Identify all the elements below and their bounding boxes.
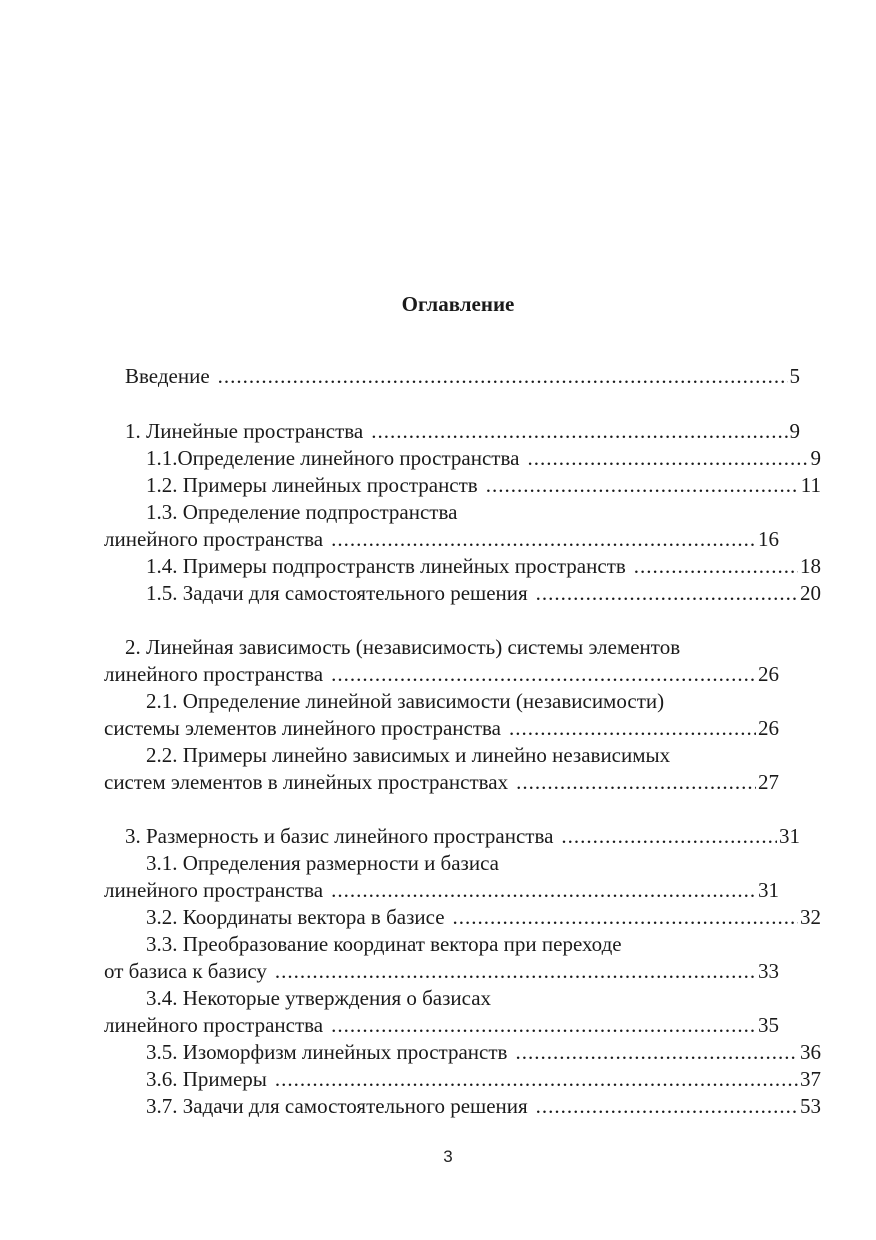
- toc-entry-chapter-1: [104, 417, 800, 445]
- toc-leader-dots: [331, 1011, 756, 1039]
- toc-entry-text: 3.4. Некоторые утверждения о базисах: [146, 986, 492, 1010]
- toc-entry-section-2-1-line-2: [104, 714, 779, 742]
- toc-entry-text: 3.6. Примеры: [146, 1067, 267, 1091]
- toc-entry-text: Введение: [125, 364, 210, 388]
- toc-leader-dots: [536, 579, 798, 607]
- toc-page-number: 37: [800, 1067, 821, 1091]
- toc-entry-chapter-2-line-2: [104, 660, 779, 688]
- toc-page-number: 33: [758, 959, 779, 983]
- toc-page-number: 5: [789, 364, 800, 388]
- toc-entry-text: 3.1. Определения размерности и базиса: [146, 851, 499, 875]
- toc-entry-text: 2. Линейная зависимость (независимость) системы элементов: [125, 635, 681, 659]
- toc-leader-dots: [275, 1065, 798, 1093]
- toc-entry-text: 3.2. Координаты вектора в базисе: [146, 905, 445, 929]
- toc-entry-section-2-2-line-1: [104, 741, 821, 769]
- toc-entry-text: линейного пространства: [104, 1013, 324, 1037]
- toc-leader-dots: [561, 822, 777, 850]
- toc-entry-section-3-1-line-2: [104, 876, 779, 904]
- toc-entry-text: 1.2. Примеры линейных пространств: [146, 473, 478, 497]
- toc-leader-dots: [516, 768, 756, 796]
- toc-page-number: 32: [800, 905, 821, 929]
- toc-leader-dots: [634, 552, 798, 580]
- toc-leader-dots: [331, 525, 756, 553]
- toc-leader-dots: [331, 876, 756, 904]
- page-number: 3: [443, 1147, 453, 1166]
- toc-leader-dots: [486, 471, 799, 499]
- toc-entry-section-3-7: [104, 1092, 821, 1120]
- toc-entry-text: 3. Размерность и базис линейного пространства: [125, 824, 554, 848]
- toc-page-number: 9: [810, 446, 821, 470]
- toc-entry-section-3-6: [104, 1065, 821, 1093]
- toc-page-number: 31: [758, 878, 779, 902]
- toc-page-number: 16: [758, 527, 779, 551]
- toc-entry-text: 3.7. Задачи для самостоятельного решения: [146, 1094, 528, 1118]
- toc-entry-text: 1.3. Определение подпространства: [146, 500, 458, 524]
- toc-entry-text: 1.4. Примеры подпространств линейных пространств: [146, 554, 626, 578]
- toc-entry-section-2-2-line-2: [104, 768, 779, 796]
- toc-entry-text: линейного пространства: [104, 878, 324, 902]
- toc-page-number: 26: [758, 662, 779, 686]
- toc-entry-text: системы элементов линейного пространства: [104, 716, 502, 740]
- toc-leader-dots: [515, 1038, 798, 1066]
- toc-leader-dots: [536, 1092, 798, 1120]
- toc-page-number: 27: [758, 770, 779, 794]
- toc-entry-text: 2.1. Определение линейной зависимости (независимости): [146, 689, 665, 713]
- toc-leader-dots: [371, 417, 787, 445]
- toc-page-number: 26: [758, 716, 779, 740]
- toc-page-number: 35: [758, 1013, 779, 1037]
- toc-entry-chapter-3: [104, 822, 800, 850]
- toc-title: Оглавление: [401, 292, 515, 316]
- toc-entry-introduction: [104, 362, 800, 390]
- toc-entry-section-3-4-line-1: [104, 984, 821, 1012]
- toc-page-number: 53: [800, 1094, 821, 1118]
- toc-entry-section-1-3-line-1: [104, 498, 821, 526]
- toc-entry-text: 3.5. Изоморфизм линейных пространств: [146, 1040, 508, 1064]
- toc-page-number: 20: [800, 581, 821, 605]
- toc-leader-dots: [275, 957, 756, 985]
- toc-entry-section-3-1-line-1: [104, 849, 821, 877]
- toc-entry-section-1-5: [104, 579, 821, 607]
- toc-leader-dots: [218, 362, 788, 390]
- toc-page-number: 11: [800, 473, 821, 497]
- toc-leader-dots: [453, 903, 798, 931]
- toc-entry-text: 1. Линейные пространства: [125, 419, 364, 443]
- toc-entry-section-2-1-line-1: [104, 687, 821, 715]
- toc-entry-text: линейного пространства: [104, 662, 324, 686]
- toc-entry-chapter-2-line-1: [104, 633, 800, 661]
- toc-entry-section-1-3-line-2: [104, 525, 779, 553]
- toc-entry-section-3-4-line-2: [104, 1011, 779, 1039]
- toc-entry-text: 1.5. Задачи для самостоятельного решения: [146, 581, 528, 605]
- toc-entry-section-3-5: [104, 1038, 821, 1066]
- toc-entry-text: 2.2. Примеры линейно зависимых и линейно независимых: [146, 743, 671, 767]
- toc-page-number: 9: [789, 419, 800, 443]
- toc-page-number: 18: [800, 554, 821, 578]
- toc-entry-text: систем элементов в линейных пространствах: [104, 770, 509, 794]
- toc-entry-section-1-2: [104, 471, 821, 499]
- toc-entry-section-1-1: [104, 444, 821, 472]
- toc-entry-text: 3.3. Преобразование координат вектора при переходе: [146, 932, 622, 956]
- toc-entry-text: от базиса к базису: [104, 959, 267, 983]
- toc-page-number: 36: [800, 1040, 821, 1064]
- toc-entry-section-3-2: [104, 903, 821, 931]
- toc-page-number: 31: [779, 824, 800, 848]
- toc-entry-text: линейного пространства: [104, 527, 324, 551]
- toc-leader-dots: [331, 660, 756, 688]
- toc-leader-dots: [509, 714, 756, 742]
- toc-entry-section-3-3-line-1: [104, 930, 821, 958]
- toc-entry-section-1-4: [104, 552, 821, 580]
- toc-leader-dots: [527, 444, 808, 472]
- toc-entry-section-3-3-line-2: [104, 957, 779, 985]
- toc-entry-text: 1.1.Определение линейного пространства: [146, 446, 520, 470]
